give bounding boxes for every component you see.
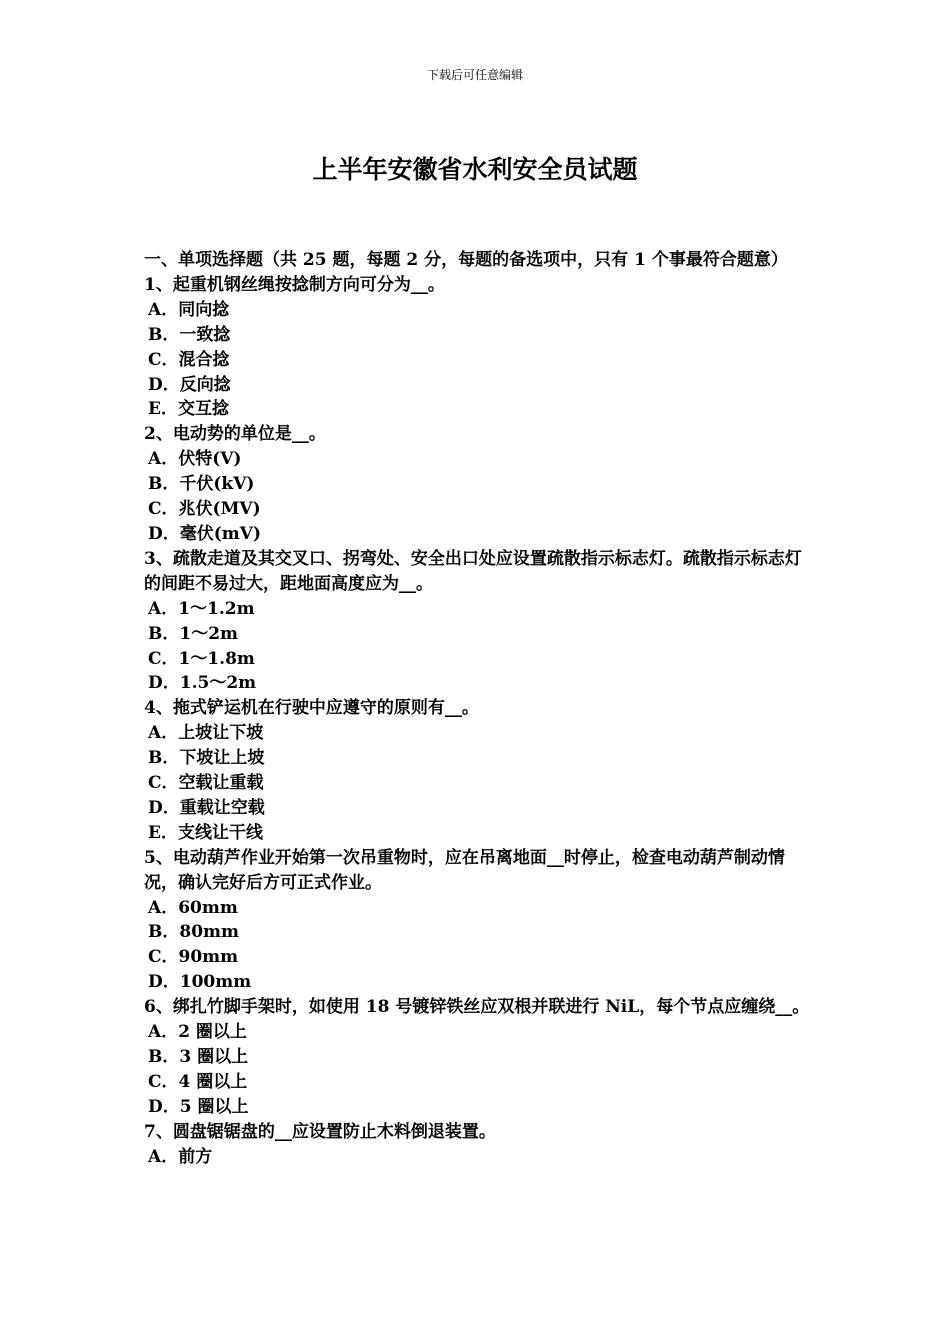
option-b: B．一致捻 (148, 324, 231, 345)
question-5 (144, 846, 810, 995)
option-c: C．空载让重载 (148, 773, 264, 794)
question-stem: 2、电动势的单位是__。 (144, 424, 326, 445)
option-a: A．前方 (148, 1146, 213, 1167)
option-a: A．同向捻 (148, 299, 230, 320)
question-6 (144, 995, 810, 1120)
question-4 (144, 696, 810, 845)
document-body (144, 248, 810, 1170)
option-a: A．1～1.2m (148, 598, 255, 619)
header-note: 下载后可任意编辑 (426, 68, 523, 82)
option-c: C．兆伏(MV) (148, 499, 261, 520)
section-heading: 一、单项选择题（共 25 题，每题 2 分，每题的备选项中，只有 1 个事最符合题意） (144, 250, 788, 270)
option-a: A．上坡让下坡 (148, 723, 264, 744)
question-stem: 5、电动葫芦作业开始第一次吊重物时，应在吊离地面__时停止，检查电动葫芦制动情况，确认完好后方可正式作业。 (144, 847, 785, 893)
question-1 (144, 273, 810, 422)
option-e: E．支线让干线 (148, 822, 263, 843)
option-c: C．1～1.8m (148, 648, 255, 669)
question-stem: 3、疏散走道及其交叉口、拐弯处、安全出口处应设置疏散指示标志灯。疏散指示标志灯的间距不易过大，距地面高度应为__。 (144, 548, 802, 594)
question-7 (144, 1120, 810, 1170)
question-3 (144, 547, 810, 696)
question-stem: 4、拖式铲运机在行驶中应遵守的原则有__。 (144, 698, 479, 719)
option-d: D．1.5～2m (148, 673, 257, 694)
option-d: D．重载让空载 (148, 797, 265, 818)
option-b: B．3 圈以上 (148, 1047, 249, 1067)
option-e: E．交互捻 (148, 399, 229, 420)
option-b: B．下坡让上坡 (148, 748, 265, 769)
option-a: A．60mm (148, 897, 238, 918)
option-d: D．反向捻 (148, 374, 231, 395)
option-c: C．4 圈以上 (148, 1071, 248, 1092)
option-b: B．千伏(kV) (148, 474, 255, 495)
option-d: D．毫伏(mV) (148, 523, 262, 544)
option-a: A．伏特(V) (148, 449, 242, 470)
option-b: B．1～2m (148, 623, 239, 644)
option-b: B．80mm (148, 922, 240, 943)
option-c: C．混合捻 (148, 349, 230, 370)
option-d: D．100mm (148, 972, 252, 993)
question-stem: 6、绑扎竹脚手架时，如使用 18 号镀锌铁丝应双根并联进行 NiL，每个节点应缠绕__。 (144, 997, 810, 1018)
document-title: 上半年安徽省水利安全员试题 (312, 155, 638, 184)
option-d: D．5 圈以上 (148, 1096, 249, 1117)
question-stem: 7、圆盘锯锯盘的__应设置防止木料倒退装置。 (144, 1121, 496, 1142)
option-c: C．90mm (148, 947, 239, 968)
option-a: A．2 圈以上 (148, 1022, 247, 1043)
question-stem: 1、起重机钢丝绳按捻制方向可分为__。 (144, 274, 445, 295)
question-2 (144, 422, 810, 547)
